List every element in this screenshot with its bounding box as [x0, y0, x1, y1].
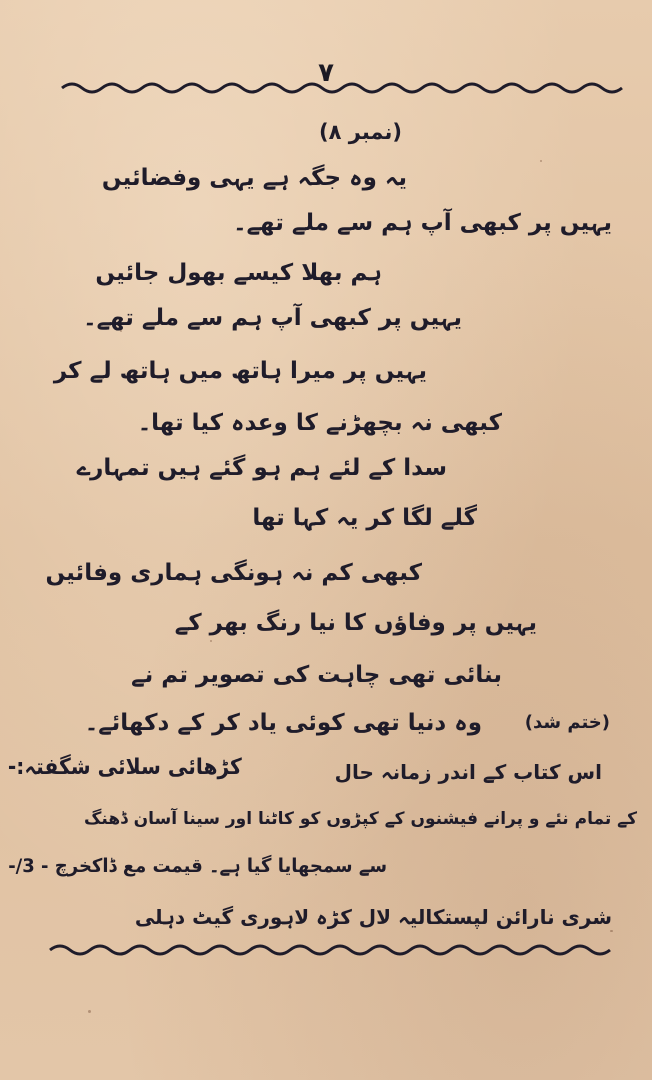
page-number: ۷ [318, 58, 334, 88]
poem-line: سدا کے لئے ہم ہو گئے ہیں تمہارے [76, 455, 447, 481]
poem-line: یہیں پر کبھی آپ ہم سے ملے تھے۔ [83, 305, 462, 331]
paper-speck [88, 1010, 91, 1013]
poem-line: یہیں پر کبھی آپ ہم سے ملے تھے۔ [233, 210, 612, 236]
bottom-wavy-rule [0, 938, 652, 962]
poem-line: یہیں پر وفاؤں کا نیا رنگ بھر کے [174, 610, 537, 636]
advert-line: کے تمام نئے و پرانے فیشنوں کے کپڑوں کو کاٹنا اور سینا آسان ڈھنگ [83, 809, 637, 829]
poem-line: یہ وہ جگہ ہے یہی وفضائیں [101, 165, 407, 191]
poem-line: ہم بھلا کیسے بھول جائیں [95, 260, 382, 286]
poem-line: گلے لگا کر یہ کہا تھا [252, 505, 477, 531]
paper-speck [540, 160, 542, 162]
poem-line: وہ دنیا تھی کوئی یاد کر کے دکھائے۔ [84, 710, 482, 736]
paper-speck [610, 930, 613, 932]
poem-line: کبھی کم نہ ہونگی ہماری وفائیں [45, 560, 422, 586]
end-mark: (ختم شد) [524, 712, 610, 733]
paper-speck [210, 640, 212, 642]
poem-line: کبھی نہ بچھڑنے کا وعدہ کیا تھا۔ [137, 410, 502, 436]
advert-line: اس کتاب کے اندر زمانہ حال [334, 760, 602, 784]
top-wavy-rule [0, 76, 652, 100]
poem-heading: (نمبر ۸) [319, 120, 402, 144]
poem-line: بنائی تھی چاہت کی تصویر تم نے [131, 662, 502, 688]
advert-title: کڑھائی سلائی شگفتہ:- [8, 755, 242, 780]
poem-line: یہیں پر میرا ہاتھ میں ہاتھ لے کر [53, 358, 427, 384]
publisher-line: شری نارائن لپستکالیہ لال کڑہ لاہوری گیٹ دہلی [134, 905, 612, 929]
advert-line: سے سمجھایا گیا ہے۔ قیمت مع ڈاکخرچ - 3/- [8, 855, 387, 877]
